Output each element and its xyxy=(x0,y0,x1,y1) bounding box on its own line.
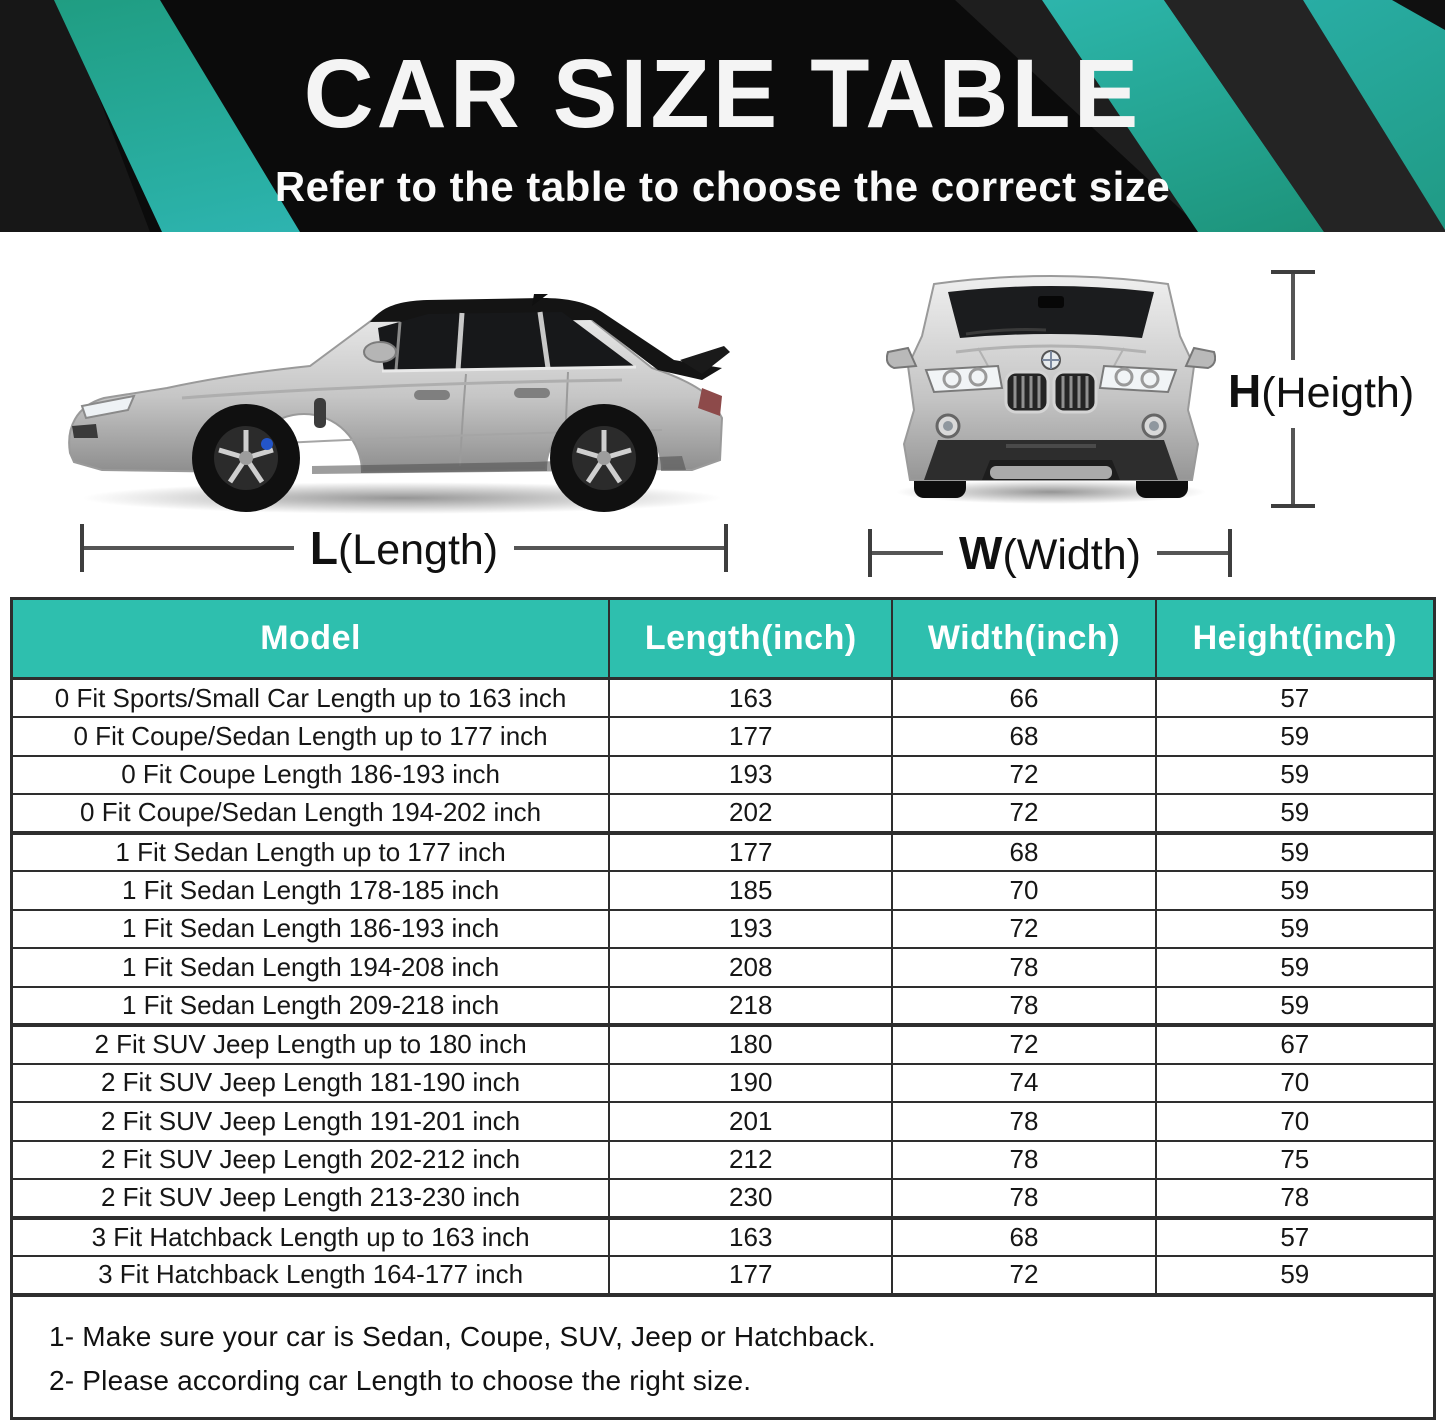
height-line-bottom xyxy=(1291,428,1295,504)
width-cell: 78 xyxy=(892,948,1155,987)
width-cell: 78 xyxy=(892,1102,1155,1141)
model-cell: 2 Fit SUV Jeep Length 191-201 inch xyxy=(12,1102,610,1141)
table-row xyxy=(12,910,1435,949)
model-cell: 1 Fit Sedan Length 178-185 inch xyxy=(12,871,610,910)
page-title: CAR SIZE TABLE xyxy=(303,39,1142,148)
length-cell: 190 xyxy=(609,1064,892,1103)
width-dimension xyxy=(868,526,1232,580)
height-cell: 59 xyxy=(1156,833,1435,872)
height-label-rest: (Heigth) xyxy=(1261,369,1415,417)
table-row xyxy=(12,1179,1435,1218)
width-cell: 72 xyxy=(892,756,1155,795)
table-row xyxy=(12,987,1435,1026)
column-header-length: Length(inch) xyxy=(609,599,892,679)
length-cell: 193 xyxy=(609,910,892,949)
width-cell: 78 xyxy=(892,1179,1155,1218)
width-cell: 68 xyxy=(892,833,1155,872)
length-cell: 201 xyxy=(609,1102,892,1141)
height-cell: 67 xyxy=(1156,1025,1435,1064)
length-cell: 218 xyxy=(609,987,892,1026)
width-cell: 78 xyxy=(892,987,1155,1026)
notes-row xyxy=(12,1295,1435,1419)
table-row xyxy=(12,833,1435,872)
height-cell: 59 xyxy=(1156,910,1435,949)
model-cell: 0 Fit Coupe Length 186-193 inch xyxy=(12,756,610,795)
length-cell: 177 xyxy=(609,833,892,872)
width-cell: 70 xyxy=(892,871,1155,910)
width-label xyxy=(943,526,1157,580)
height-label-initial: H xyxy=(1228,365,1262,417)
length-cell: 212 xyxy=(609,1141,892,1180)
length-cell: 163 xyxy=(609,679,892,718)
length-label-initial: L xyxy=(309,522,338,574)
model-cell: 0 Fit Coupe/Sedan Length 194-202 inch xyxy=(12,794,610,833)
height-cell: 59 xyxy=(1156,717,1435,756)
table-row xyxy=(12,1218,1435,1257)
size-table-section xyxy=(10,597,1436,1420)
length-cell: 202 xyxy=(609,794,892,833)
car-front-image xyxy=(886,240,1216,508)
table-row xyxy=(12,948,1435,987)
model-cell: 1 Fit Sedan Length 186-193 inch xyxy=(12,910,610,949)
column-header-width: Width(inch) xyxy=(892,599,1155,679)
height-cell: 70 xyxy=(1156,1064,1435,1103)
height-cell: 59 xyxy=(1156,871,1435,910)
height-cap-bottom xyxy=(1271,504,1315,508)
width-cell: 66 xyxy=(892,679,1155,718)
height-cell: 59 xyxy=(1156,987,1435,1026)
height-cell: 59 xyxy=(1156,948,1435,987)
page-subtitle: Refer to the table to choose the correct size xyxy=(274,163,1171,210)
length-label xyxy=(294,521,514,575)
length-cell: 193 xyxy=(609,756,892,795)
model-cell: 1 Fit Sedan Length 209-218 inch xyxy=(12,987,610,1026)
length-cell: 163 xyxy=(609,1218,892,1257)
width-cell: 68 xyxy=(892,717,1155,756)
width-cell: 72 xyxy=(892,794,1155,833)
width-cap-right xyxy=(1228,529,1232,577)
length-cap-right xyxy=(724,524,728,572)
length-cell: 180 xyxy=(609,1025,892,1064)
width-line-left xyxy=(872,551,943,555)
length-cell: 177 xyxy=(609,717,892,756)
length-dimension xyxy=(80,521,728,575)
length-cell: 208 xyxy=(609,948,892,987)
table-row xyxy=(12,756,1435,795)
table-row xyxy=(12,1064,1435,1103)
dimension-diagram xyxy=(0,232,1445,597)
model-cell: 0 Fit Sports/Small Car Length up to 163 inch xyxy=(12,679,610,718)
width-cell: 74 xyxy=(892,1064,1155,1103)
table-row xyxy=(12,1141,1435,1180)
size-table-body xyxy=(12,679,1435,1295)
table-row xyxy=(12,679,1435,718)
column-header-height: Height(inch) xyxy=(1156,599,1435,679)
model-cell: 1 Fit Sedan Length 194-208 inch xyxy=(12,948,610,987)
model-cell: 2 Fit SUV Jeep Length 202-212 inch xyxy=(12,1141,610,1180)
height-cell: 59 xyxy=(1156,756,1435,795)
size-table-header xyxy=(12,599,1435,679)
model-cell: 2 Fit SUV Jeep Length up to 180 inch xyxy=(12,1025,610,1064)
width-cell: 72 xyxy=(892,1256,1155,1295)
length-cell: 185 xyxy=(609,871,892,910)
column-header-model: Model xyxy=(12,599,610,679)
height-cell: 57 xyxy=(1156,679,1435,718)
model-cell: 2 Fit SUV Jeep Length 181-190 inch xyxy=(12,1064,610,1103)
width-cell: 68 xyxy=(892,1218,1155,1257)
table-row xyxy=(12,871,1435,910)
table-row xyxy=(12,794,1435,833)
width-line-right xyxy=(1157,551,1228,555)
height-cell: 75 xyxy=(1156,1141,1435,1180)
car-side-image xyxy=(62,248,742,518)
note-1: 1- Make sure your car is Sedan, Coupe, SUV, Jeep or Hatchback. xyxy=(49,1320,876,1352)
table-row xyxy=(12,717,1435,756)
width-cell: 72 xyxy=(892,910,1155,949)
length-line-right xyxy=(514,546,724,550)
height-cell: 78 xyxy=(1156,1179,1435,1218)
model-cell: 1 Fit Sedan Length up to 177 inch xyxy=(12,833,610,872)
model-cell: 3 Fit Hatchback Length 164-177 inch xyxy=(12,1256,610,1295)
height-cell: 57 xyxy=(1156,1218,1435,1257)
table-row xyxy=(12,1025,1435,1064)
height-line-top xyxy=(1291,274,1295,360)
size-table-notes xyxy=(12,1295,1435,1419)
model-cell: 0 Fit Coupe/Sedan Length up to 177 inch xyxy=(12,717,610,756)
height-cell: 70 xyxy=(1156,1102,1435,1141)
width-cell: 78 xyxy=(892,1141,1155,1180)
model-cell: 3 Fit Hatchback Length up to 163 inch xyxy=(12,1218,610,1257)
height-cell: 59 xyxy=(1156,1256,1435,1295)
height-label xyxy=(1228,364,1414,418)
size-table xyxy=(10,597,1436,1420)
notes-cell xyxy=(12,1295,1435,1419)
length-cell: 230 xyxy=(609,1179,892,1218)
length-cell: 177 xyxy=(609,1256,892,1295)
length-label-rest: (Length) xyxy=(337,526,499,574)
height-cell: 59 xyxy=(1156,794,1435,833)
width-label-rest: (Width) xyxy=(1002,531,1141,579)
header-row xyxy=(12,599,1435,679)
hero-banner xyxy=(0,0,1445,232)
length-line-left xyxy=(84,546,294,550)
note-2: 2- Please according car Length to choose the right size. xyxy=(49,1364,752,1396)
width-cell: 72 xyxy=(892,1025,1155,1064)
width-label-initial: W xyxy=(959,527,1003,579)
model-cell: 2 Fit SUV Jeep Length 213-230 inch xyxy=(12,1179,610,1218)
table-row xyxy=(12,1256,1435,1295)
table-row xyxy=(12,1102,1435,1141)
